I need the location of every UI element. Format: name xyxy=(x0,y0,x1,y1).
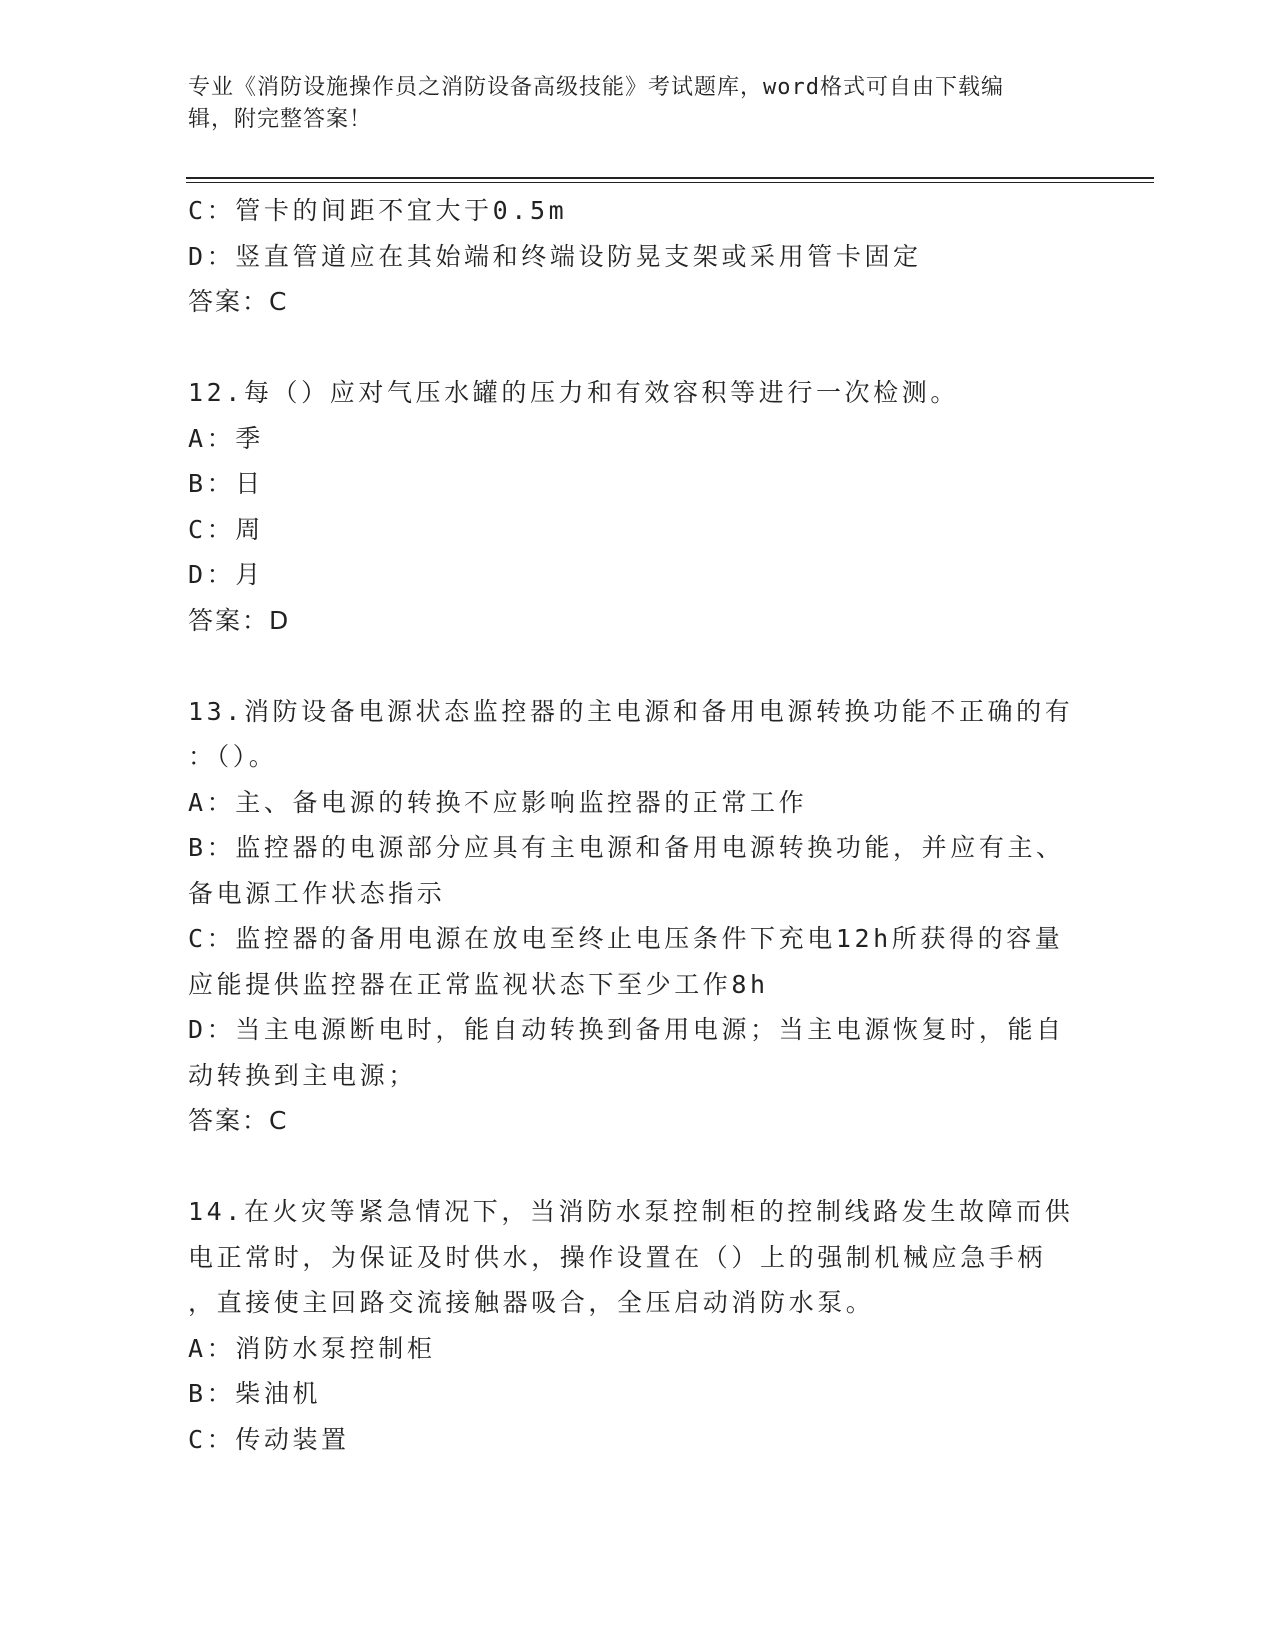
question-11-tail xyxy=(188,188,1078,325)
option-d-line-1: D：当主电源断电时，能自动转换到备用电源；当主电源恢复时，能自 xyxy=(188,1015,1065,1044)
option-a: A：季 xyxy=(188,423,264,453)
question-stem-line-1: 14.在火灾等紧急情况下，当消防水泵控制柜的控制线路发生故障而供 xyxy=(188,1197,1074,1226)
option-b: B：柴油机 xyxy=(188,1379,322,1408)
option-a: A：消防水泵控制柜 xyxy=(188,1333,436,1363)
option-a: A：主、备电源的转换不应影响监控器的正常工作 xyxy=(188,787,808,817)
option-c-line-1: C：监控器的备用电源在放电至终止电压条件下充电12h所获得的容量 xyxy=(188,924,1064,953)
question-13 xyxy=(188,689,1078,1144)
question-12 xyxy=(188,370,1078,643)
header-line-1: 专业《消防设施操作员之消防设备高级技能》考试题库，word格式可自由下载编 xyxy=(188,75,1004,100)
option-b-line-2: 备电源工作状态指示 xyxy=(188,878,446,908)
question-list xyxy=(188,188,1078,1462)
header-line-2: 辑，附完整答案！ xyxy=(188,107,373,132)
option-b: B：日 xyxy=(188,469,264,498)
option-c: C：传动装置 xyxy=(188,1424,350,1454)
answer: 答案：C xyxy=(188,287,289,316)
option-c: C：管卡的间距不宜大于0.5m xyxy=(188,196,568,225)
spacer xyxy=(188,1144,1078,1190)
question-stem-line-2: ：（）。 xyxy=(188,742,278,771)
option-c-line-2: 应能提供监控器在正常监视状态下至少工作8h xyxy=(188,969,769,999)
question-14 xyxy=(188,1189,1078,1462)
question-stem-line-1: 13.消防设备电源状态监控器的主电源和备用电源转换功能不正确的有 xyxy=(188,696,1074,726)
answer: 答案：D xyxy=(188,605,291,635)
spacer xyxy=(188,643,1078,689)
document-header xyxy=(188,72,1088,136)
spacer xyxy=(188,325,1078,371)
question-stem-line-2: 电正常时，为保证及时供水，操作设置在（）上的强制机械应急手柄 xyxy=(188,1242,1047,1272)
header-divider-thin xyxy=(186,182,1154,183)
header-divider-thick xyxy=(186,177,1154,179)
option-b-line-1: B：监控器的电源部分应具有主电源和备用电源转换功能，并应有主、 xyxy=(188,833,1065,862)
question-stem-line-3: ，直接使主回路交流接触器吸合，全压启动消防水泵。 xyxy=(188,1288,875,1317)
option-d: D：竖直管道应在其始端和终端设防晃支架或采用管卡固定 xyxy=(188,241,922,271)
answer: 答案：C xyxy=(188,1106,289,1135)
option-d-line-2: 动转换到主电源； xyxy=(188,1060,417,1090)
option-d: D：月 xyxy=(188,560,264,589)
option-c: C：周 xyxy=(188,514,264,544)
question-stem: 12.每（）应对气压水罐的压力和有效容积等进行一次检测。 xyxy=(188,378,959,407)
